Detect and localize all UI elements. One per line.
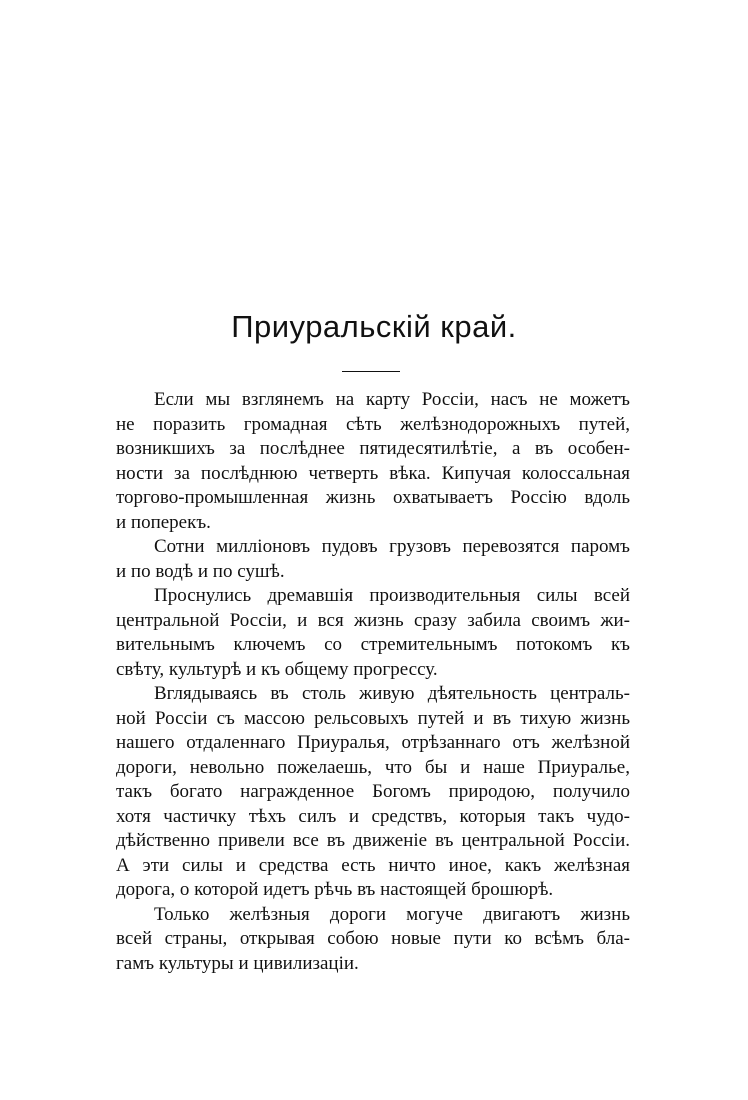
text-line: свѣту, культурѣ и къ общему прогрессу.: [116, 658, 438, 680]
text-line: Только желѣзныя дороги могуче двигаютъ жизнь: [154, 903, 630, 925]
text-line: дороги, невольно пожелаешь, что бы и наше Приуралье,: [116, 756, 630, 778]
text-line: ности за послѣднюю четверть вѣка. Кипучая колоссальная: [116, 462, 630, 484]
text-line: и поперекъ.: [116, 511, 211, 533]
text-line: Сотни милліоновъ пудовъ грузовъ перевозятся паромъ: [154, 536, 630, 557]
paragraph: [116, 388, 630, 535]
text-line: и по водѣ и по сушѣ.: [116, 560, 285, 582]
text-line: не поразить громадная сѣть желѣзнодорожныхъ путей,: [116, 413, 630, 435]
text-line: всей страны, открывая собою новые пути ко всѣмъ бла-: [116, 928, 630, 949]
text-line: Проснулись дремавшія производительныя силы всей: [154, 585, 630, 606]
text-line: такъ богато награжденное Богомъ природою, получило: [116, 781, 630, 802]
text-line: гамъ культуры и цивилизаціи.: [116, 952, 359, 974]
paragraph: [116, 584, 630, 682]
text-line: торгово-промышленная жизнь охватываетъ Россію вдоль: [116, 487, 630, 508]
title-divider: [342, 371, 400, 372]
text-line: дѣйственно привели все въ движеніе въ центральной Россіи.: [116, 830, 630, 851]
text-line: Вглядываясь въ столь живую дѣятельность централь-: [154, 683, 630, 704]
paragraph: [116, 903, 630, 977]
body-text: [116, 388, 630, 976]
text-line: А эти силы и средства есть ничто иное, какъ желѣзная: [116, 854, 630, 876]
text-line: центральной Россіи, и вся жизнь сразу забила своимъ жи-: [116, 609, 630, 631]
text-line: ной Россіи съ массою рельсовыхъ путей и въ тихую жизнь: [116, 707, 630, 729]
page-title: Приуральскій край.: [231, 309, 517, 344]
text-line: дорога, о которой идетъ рѣчь въ настоящей брошюрѣ.: [116, 879, 554, 900]
paragraph: [116, 535, 630, 584]
text-line: нашего отдаленнаго Приуралья, отрѣзаннаго отъ желѣзной: [116, 732, 630, 753]
paragraph: [116, 682, 630, 903]
text-line: возникшихъ за послѣднее пятидесятилѣтіе, а въ особен-: [116, 438, 630, 459]
text-line: хотя частичку тѣхъ силъ и средствъ, которыя такъ чудо-: [116, 805, 630, 827]
text-line: вительнымъ ключемъ со стремительнымъ потокомъ къ: [116, 634, 630, 655]
text-line: Если мы взглянемъ на карту Россіи, насъ не можетъ: [154, 389, 630, 410]
